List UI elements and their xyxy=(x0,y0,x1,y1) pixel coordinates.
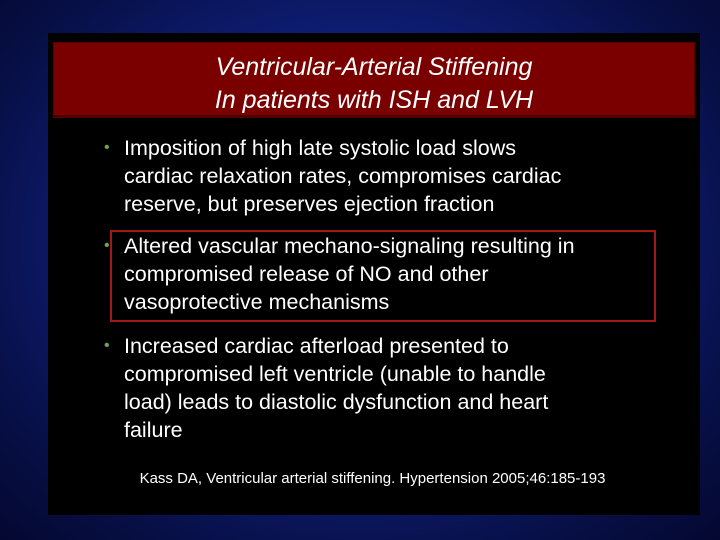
slide-title: Ventricular-Arterial Stiffening xyxy=(215,53,533,81)
bullet-marker: • xyxy=(104,237,110,254)
bullet-marker: • xyxy=(104,337,110,354)
title-bar xyxy=(53,42,695,118)
bullet-text-mechano-signaling: Altered vascular mechano-signaling resulting in compromised release of NO and other vasoprotective mechanisms xyxy=(124,234,575,314)
bullet-text-diastolic-dysfunction: Increased cardiac afterload presented to compromised left ventricle (unable to handle load) leads to diastolic dysfunction and heart failure xyxy=(124,334,549,442)
citation: Kass DA, Ventricular arterial stiffening. Hypertension 2005;46:185-193 xyxy=(139,470,606,487)
bullet-text-afterload-relaxation: Imposition of high late systolic load slows cardiac relaxation rates, compromises cardiac reserve, but preserves ejection fraction xyxy=(124,136,562,216)
slide-subtitle: In patients with ISH and LVH xyxy=(214,86,534,114)
bullet-marker: • xyxy=(104,139,110,156)
